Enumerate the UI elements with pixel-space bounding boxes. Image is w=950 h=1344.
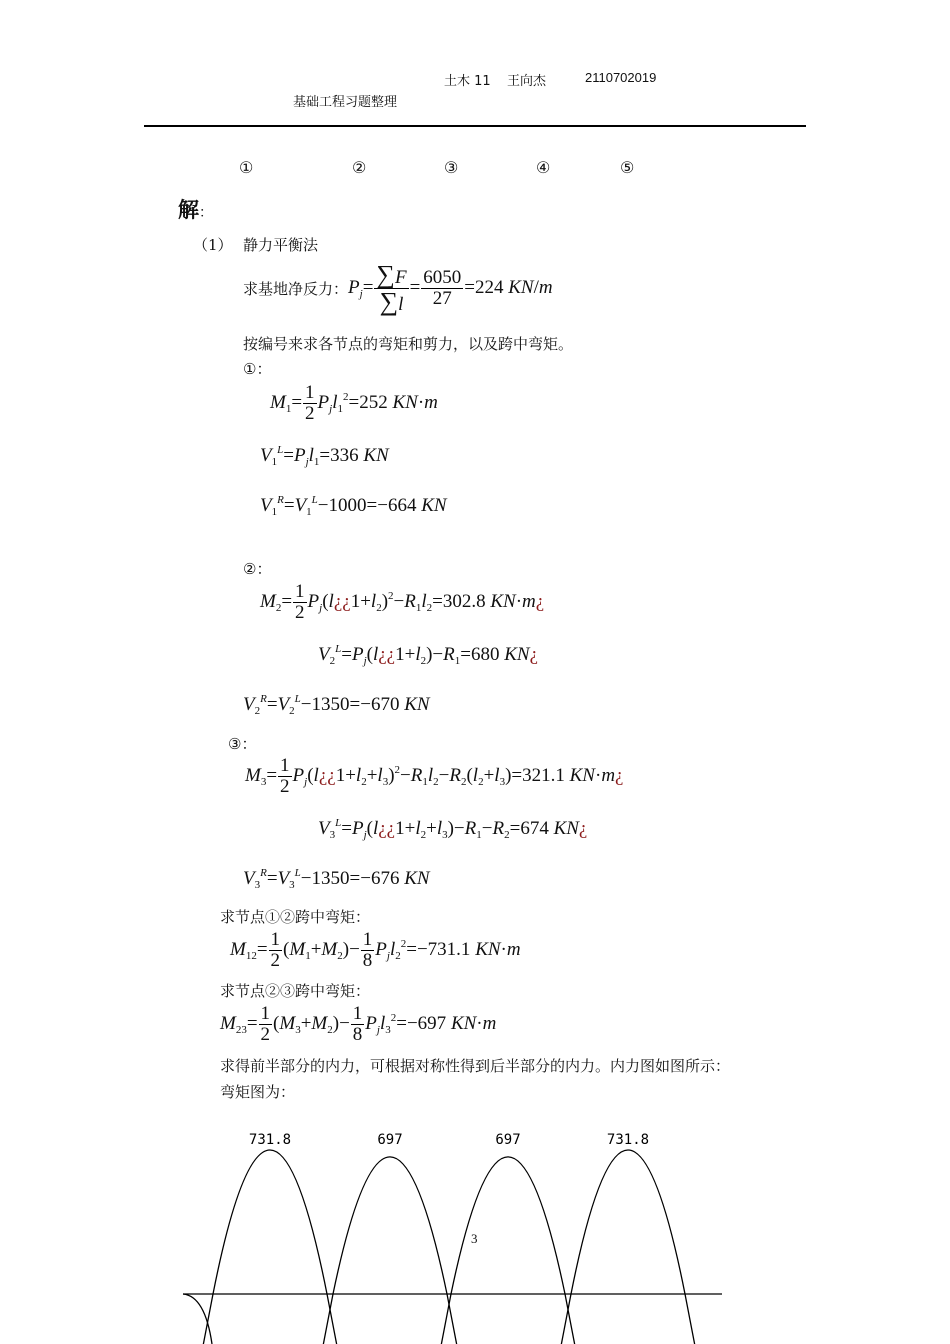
peak-label-3: 697 [495,1132,521,1148]
net-reaction-den: 27 [432,288,452,309]
span23-label: 求节点②③跨中弯矩： [220,982,371,1000]
peak-label-2: 697 [377,1132,403,1148]
node-label-4: ④ [536,158,551,177]
node1-shear-left-result: 336 [330,445,359,466]
net-reaction-formula [243,262,553,315]
node2-moment: $M_2=$ $\frac{1}{2}$ $P_j(l¿¿1+l_2)^2-R_1l_2=302.8$ KN·m¿ [260,581,545,623]
solution-heading [178,194,213,224]
page-number: 3 [471,1231,478,1246]
span23-result: −697 [406,1012,447,1034]
node2-shear-left-result: 680 [470,644,500,665]
node-label-3: ③ [444,158,459,177]
solution-heading-text: 解 [178,198,199,222]
method-index: （1） [193,236,233,254]
net-reaction-math: $P_j=$ $\frac{\sum F}{\sum l}$ = $\frac{6050}{27}$ =224 KN/m [348,260,553,316]
intro-text: 按编号来求各节点的弯矩和剪力，以及跨中弯矩。 [243,335,574,353]
node-label-5: ⑤ [620,158,635,177]
node2-shear-right: $V_2^R=V_2^L-1350=-670$ KN [243,693,430,717]
node3-moment-result: 321.1 [522,764,565,786]
node1-moment: $M_1=$ $\frac{1}{2}$ $P_jl_1^2=252$ KN·m [270,382,438,424]
span12-moment: $M_{12}=$ $\frac{1}{2}$ $(M_1+M_2)-$ $\frac{1}{8}$ $P_jl_2^2=-731.1$ KN·m [230,929,521,971]
node3-shear-left: $V_3^L=P_j(l¿¿1+l_2+l_3)-R_1-R_2=674$ KN¿ [318,817,588,841]
node3-moment: $M_3=$ $\frac{1}{2}$ $P_j(l¿¿1+l_2+l_3)^2-R_1l_2-R_2(l_2+l_3)=321.1$ KN·m¿ [245,755,624,797]
node3-shear-right-result: −676 [360,868,400,889]
span23-moment: $M_{23}=$ $\frac{1}{2}$ $(M_3+M_2)-$ $\frac{1}{8}$ $P_jl_3^2=-697$ KN·m [220,1003,497,1045]
node1-shear-right: $V_1^R=V_1^L-1000=-664$ KN [260,494,447,518]
node1-shear-right-result: −664 [377,495,417,516]
net-reaction-result: 224 [475,276,504,298]
node1-moment-result: 252 [359,391,388,413]
header-rule [144,125,806,127]
span12-result: −731.1 [416,938,471,960]
node2-shear-left: $V_2^L=P_j(l¿¿1+l_2)-R_1=680$ KN¿ [318,643,539,667]
node2-label: ②： [243,560,272,578]
span12-label: 求节点①②跨中弯矩： [220,908,371,926]
header-name: 王向杰 [507,74,547,89]
node2-moment-result: 302.8 [442,590,486,612]
moment-arch-2 [323,1157,457,1344]
solution-heading-colon: ： [199,205,213,221]
header-student-id: 2110702019 [585,70,657,85]
node3-label: ③： [228,735,257,753]
node1-shear-left: $V_1^L=P_jl_1=336$ KN [260,444,389,468]
node1-load: 1000 [328,495,367,516]
moment-arch-4 [561,1150,695,1344]
moment-arch-1 [203,1150,337,1344]
node3-shear-right: $V_3^R=V_3^L-1350=-676$ KN [243,867,430,891]
node3-shear-left-result: 674 [520,818,549,839]
node-label-2: ② [352,158,367,177]
header-doc-title: 基础工程习题整理 [293,95,398,110]
net-reaction-label: 求基地净反力： [243,280,349,298]
node2-shear-right-result: −670 [360,694,400,715]
header-class: 土木 11 [444,74,491,89]
method-title: 静力平衡法 [243,236,319,254]
node-label-1: ① [239,158,254,177]
peak-label-1: 731.8 [248,1132,292,1148]
moment-diagram-title: 弯矩图为： [220,1083,296,1101]
node1-label: ①： [243,360,272,378]
peak-label-4: 731.8 [606,1132,650,1148]
conclusion-text: 求得前半部分的内力，可根据对称性得到后半部分的内力。内力图如图所示： [220,1057,731,1075]
net-reaction-num: 6050 [423,267,462,289]
moment-arch-3 [441,1157,575,1344]
node2-load: 1350 [311,694,350,715]
node3-load: 1350 [311,868,350,889]
